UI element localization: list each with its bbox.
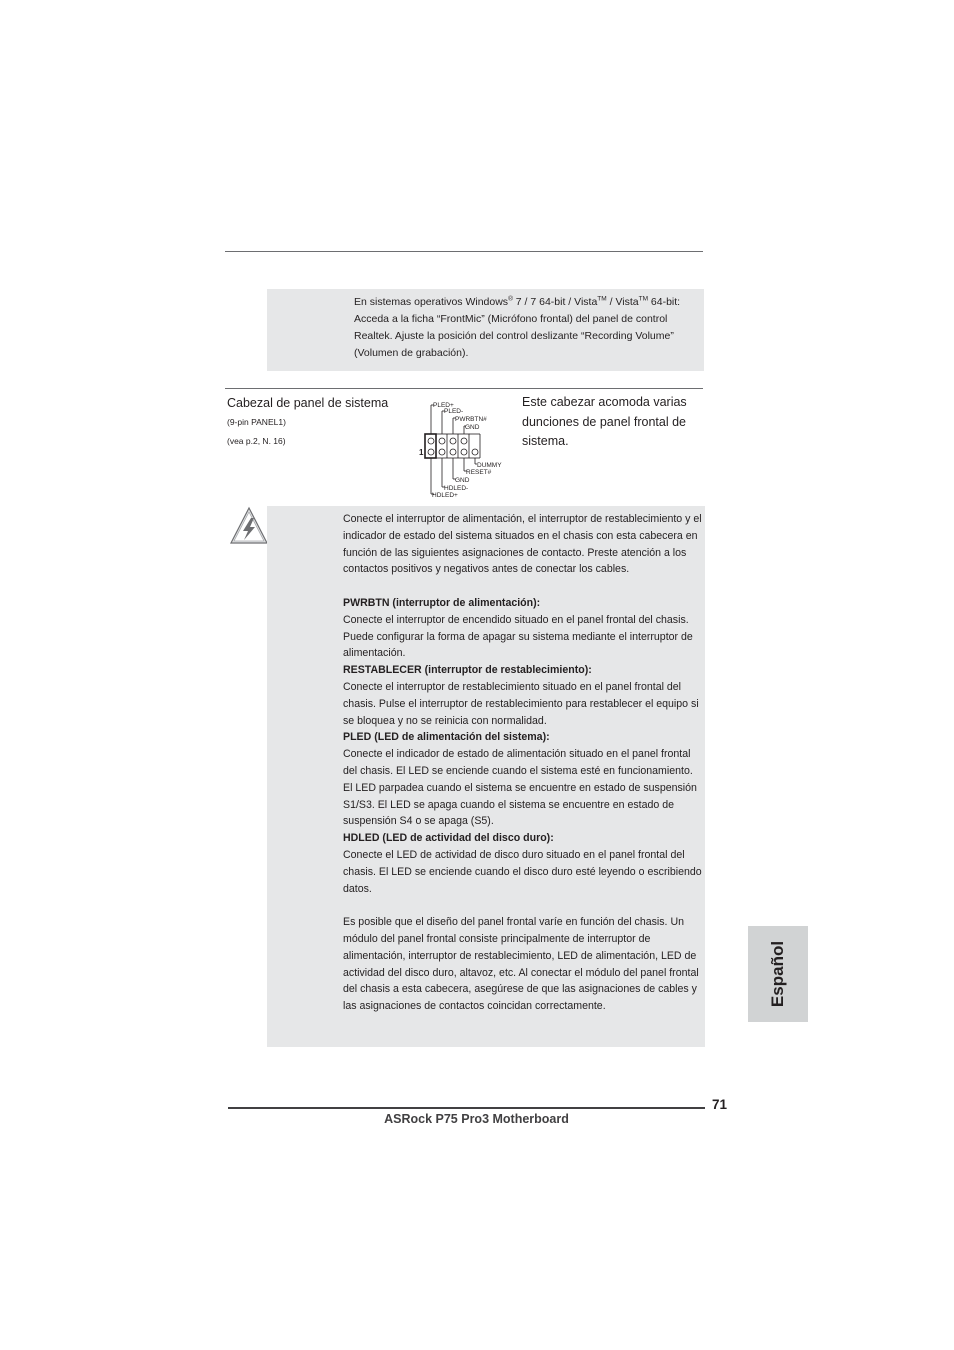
label-gnd-top: GND (465, 424, 480, 431)
spacer (343, 897, 705, 914)
pwrbtn-title: PWRBTN (interruptor de alimentación): (343, 596, 541, 609)
note-line1-mid2: / Vista (606, 296, 639, 308)
note-line1-post: 64-bit: (647, 296, 681, 308)
pwrbtn-text: Conecte el interruptor de encendido situado en el panel frontal del chasis. Puede configurar la forma de apagar su sistema mediante el interruptor de alimentación. (343, 613, 693, 660)
language-tab (748, 926, 808, 1022)
hdled-title: HDLED (LED de actividad del disco duro): (343, 832, 554, 845)
trademark-mark: TM (597, 295, 607, 303)
note-rest: Acceda a la ficha “FrontMic” (Micrófono frontal) del panel de control Realtek. Ajuste la posición del control deslizante “Recording Volume” (Volumen de grabación). (354, 313, 674, 359)
warning-icon (228, 505, 270, 547)
spacer (343, 578, 705, 595)
body-intro: Conecte el interruptor de alimentación, el interruptor de restablecimiento y el indicador de estado del sistema situados en el chasis con esta cabecera en función de las siguientes asignaciones de contacto. Preste atención a los contactos positivos y negativos antes de conectar los cables. (343, 513, 702, 576)
body-text (343, 511, 705, 1015)
label-pwrbtn: PWRBTN# (455, 416, 487, 423)
header-description: Este cabezar acomoda varias dunciones de panel frontal de sistema. (522, 395, 687, 448)
label-pled-minus: PLED- (444, 408, 464, 415)
section-rule (225, 388, 703, 389)
label-gnd-bottom: GND (455, 477, 470, 484)
header-pin-label: (9-pin PANEL1) (227, 417, 286, 427)
panel-header-diagram (418, 396, 506, 500)
note-line1-mid1: 7 / 7 64-bit / Vista (512, 296, 598, 308)
trademark-mark: TM (638, 295, 648, 303)
hdled-text: Conecte el LED de actividad de disco duro situado en el panel frontal del chasis. El LED se enciende cuando el disco duro esté leyendo o escribiendo datos. (343, 848, 702, 895)
pled-text: Conecte el indicador de estado de alimentación situado en el panel frontal del chasis. El LED se enciende cuando el sistema esté en funcionamiento. El LED parpadea cuando el sistema se encuentre en estado de suspensión S1/S3. El LED se apaga cuando el sistema se encuentre en estado de suspensión S4 o se apaga (S5). (343, 748, 697, 828)
header-title: Cabezal de panel de sistema (227, 396, 389, 410)
pin1-marker: 1 (419, 448, 424, 457)
page-number: 71 (712, 1097, 728, 1112)
label-hdled-minus: HDLED- (444, 485, 469, 492)
reset-title: RESTABLECER (interruptor de restablecimiento): (343, 664, 592, 677)
top-rule (225, 251, 703, 252)
registered-mark: ® (508, 295, 513, 303)
label-pled-plus: PLED+ (433, 402, 454, 409)
pled-title: PLED (LED de alimentación del sistema): (343, 731, 550, 744)
language-tab-label: Español (768, 940, 787, 1008)
label-reset: RESET# (466, 469, 492, 476)
body-closing: Es posible que el diseño del panel frontal varíe en función del chasis. Un módulo del panel frontal consiste principalmente de interruptor de alimentación, interruptor de restablecimiento, LED de alimentación, LED de actividad del disco duro, altavoz, etc. Al conectar el módulo del panel frontal del chasis a esta cabecera, asegúrese de que las asignaciones de cables y las asignaciones de contactos coincidan correctamente. (343, 916, 699, 1013)
note-text (354, 294, 706, 362)
note-line1-pre: En sistemas operativos Windows (354, 296, 509, 308)
label-dummy: DUMMY (477, 462, 502, 469)
footer-product: ASRock P75 Pro3 Motherboard (384, 1112, 569, 1126)
reset-text: Conecte el interruptor de restablecimiento situado en el panel frontal del chasis. Pulse el interruptor de restablecimiento para restablecer el equipo si se bloquea y no se reinicia con normalidad. (343, 680, 699, 727)
footer-rule (228, 1107, 705, 1109)
label-hdled-plus: HDLED+ (432, 492, 458, 499)
header-reference: (vea p.2, N. 16) (227, 436, 286, 446)
